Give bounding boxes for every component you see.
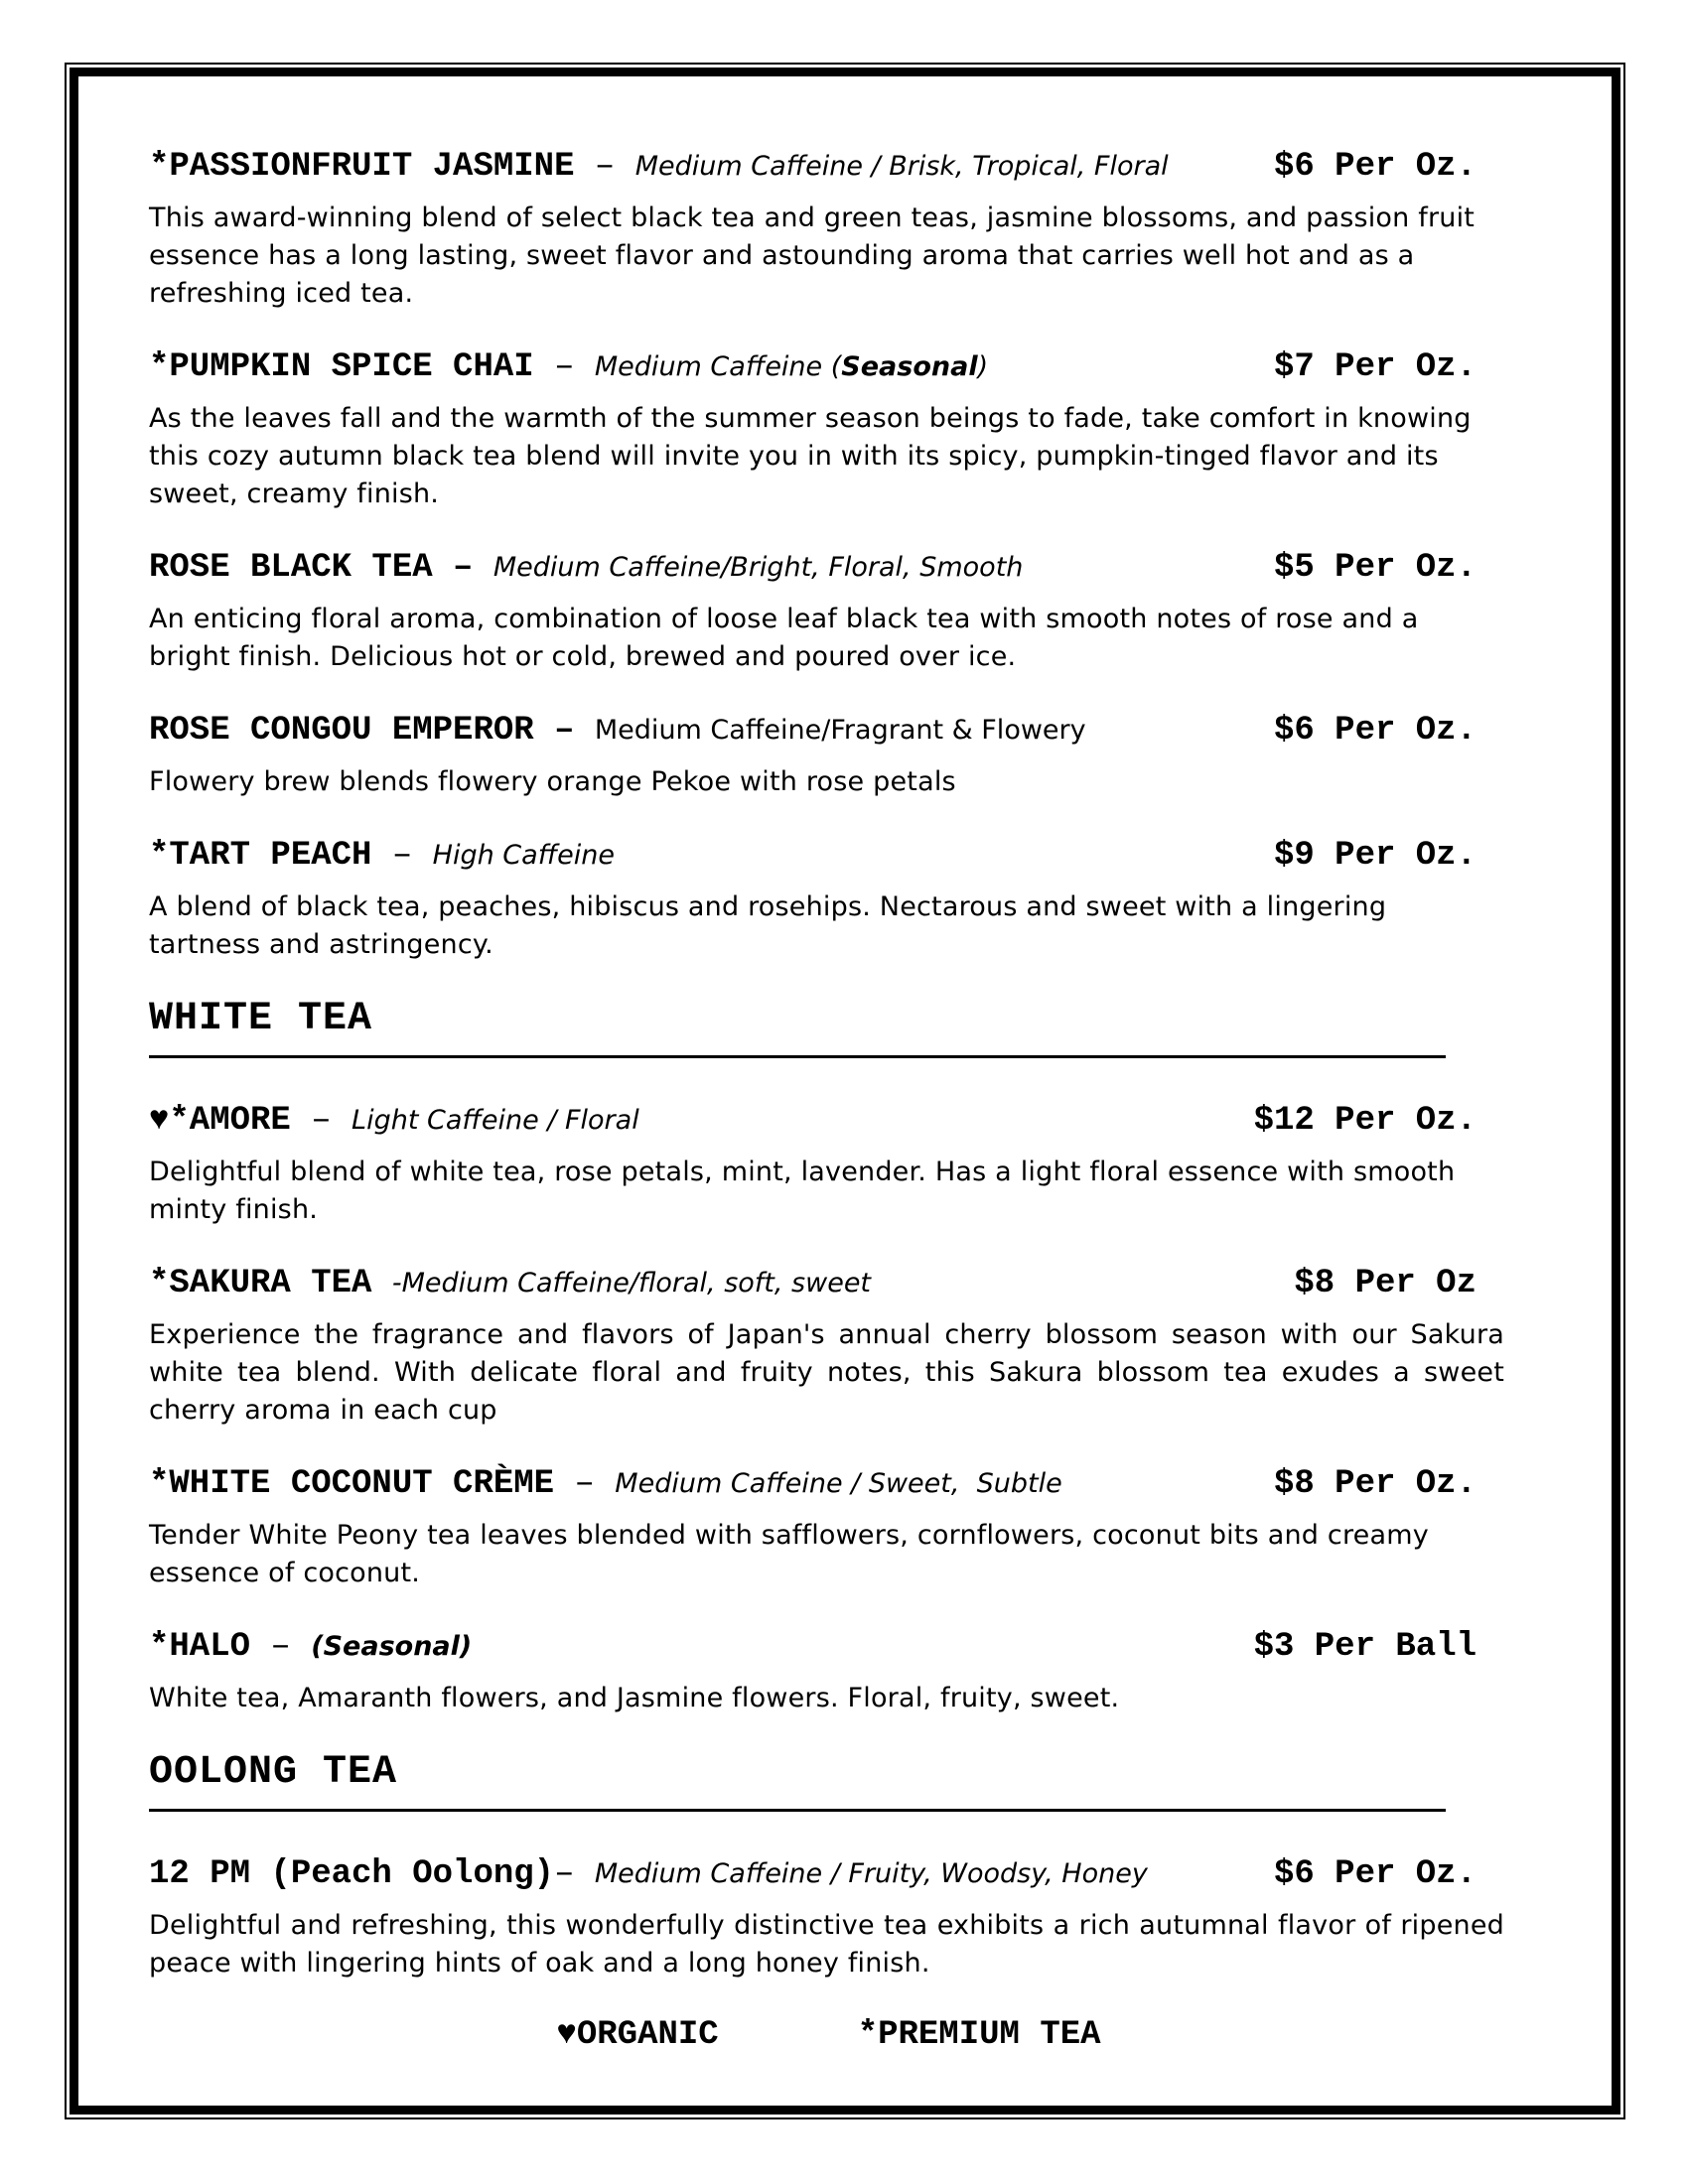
item-dash: – <box>533 348 595 386</box>
item-name: *PASSIONFRUIT JASMINE <box>149 148 575 186</box>
item-heading-row <box>149 710 1508 755</box>
item-name: ROSE CONGOU EMPEROR – <box>149 712 575 750</box>
item-dash <box>371 1265 391 1302</box>
item-description: This award-winning blend of select black tea and green teas, jasmine blossoms, and passion fruit essence has a long lasting, sweet flavor and astounding aroma that carries well hot and as a refreshing iced tea. <box>149 203 1476 309</box>
item-descriptor: Seasonal <box>841 351 978 382</box>
item-description: Experience the fragrance and flavors of Japan's annual cherry blossom season with our Sakura white tea blend. With delicate floral and fruity notes, this Sakura blossom tea exudes a sweet cherry aroma in each cup <box>149 1319 1504 1426</box>
item-descriptor: Medium Caffeine / Brisk, Tropical, Floral <box>634 151 1169 182</box>
item-heading-row <box>149 1853 1508 1899</box>
item-price: $5 Per Oz. <box>1273 549 1477 587</box>
item-heading-left <box>149 146 1274 192</box>
item-heading-row <box>149 146 1508 192</box>
menu-section-oolong-tea <box>149 1751 1508 1982</box>
page-border-outer <box>65 63 1625 2119</box>
item-price: $9 Per Oz. <box>1273 837 1477 875</box>
item-heading-row <box>149 1463 1508 1509</box>
item-dash: – <box>554 1855 595 1893</box>
item-price: $7 Per Oz. <box>1273 348 1477 386</box>
menu-item <box>149 710 1508 801</box>
item-price: $6 Per Oz. <box>1273 712 1477 750</box>
menu-item <box>149 1100 1508 1229</box>
item-dash: – <box>250 1628 312 1666</box>
item-price: $8 Per Oz. <box>1273 1465 1477 1503</box>
item-description: White tea, Amaranth flowers, and Jasmine flowers. Floral, fruity, sweet. <box>149 1683 1120 1713</box>
item-heading-row <box>149 1626 1508 1672</box>
item-heading-row <box>149 1100 1508 1146</box>
item-name: ROSE BLACK TEA – <box>149 549 474 587</box>
legend-footer <box>149 2016 1508 2054</box>
item-price: $12 Per Oz. <box>1253 1102 1477 1140</box>
item-descriptor: (Seasonal) <box>311 1631 473 1662</box>
item-heading-row <box>149 835 1508 881</box>
item-heading-left <box>149 547 1274 593</box>
item-descriptor: High Caffeine <box>432 840 616 871</box>
menu-section-white-tea <box>149 998 1508 1717</box>
item-description: Flowery brew blends flowery orange Pekoe with rose petals <box>149 766 956 797</box>
menu-section-top <box>149 146 1508 964</box>
item-dash: – <box>554 1465 616 1503</box>
item-dash: – <box>574 148 635 186</box>
item-description: Delightful blend of white tea, rose petals, mint, lavender. Has a light floral essence with smooth minty finish. <box>149 1157 1456 1225</box>
item-price: $6 Per Oz. <box>1273 1855 1477 1893</box>
item-description: Tender White Peony tea leaves blended with safflowers, cornflowers, coconut bits and creamy essence of coconut. <box>149 1520 1429 1588</box>
item-descriptor: Medium Caffeine/Fragrant & Flowery <box>594 715 1086 746</box>
item-heading-left <box>149 1463 1274 1509</box>
legend-organic: ♥ORGANIC <box>556 2016 719 2054</box>
menu-item <box>149 835 1508 964</box>
legend-premium-tea: *PREMIUM TEA <box>857 2016 1101 2054</box>
menu-item <box>149 547 1508 676</box>
item-dash: – <box>371 837 433 875</box>
item-heading-row <box>149 346 1508 392</box>
menu-item <box>149 1263 1508 1430</box>
item-name: *TART PEACH <box>149 837 372 875</box>
item-descriptor: Medium Caffeine ( <box>594 351 842 382</box>
item-heading-left <box>149 710 1274 755</box>
item-descriptor: Medium Caffeine / Sweet, Subtle <box>615 1468 1062 1499</box>
item-descriptor: Medium Caffeine / Fruity, Woodsy, Honey <box>594 1858 1148 1889</box>
item-name: *WHITE COCONUT CRÈME <box>149 1465 555 1503</box>
item-name: *PUMPKIN SPICE CHAI <box>149 348 534 386</box>
item-descriptor: ) <box>977 351 989 382</box>
item-heading-left <box>149 1626 1254 1672</box>
item-heading-left <box>149 1263 1294 1308</box>
item-name: ♥*AMORE <box>149 1102 291 1140</box>
menu-item <box>149 146 1508 313</box>
item-dash: – <box>290 1102 352 1140</box>
item-dash <box>473 549 492 587</box>
item-heading-row <box>149 547 1508 593</box>
item-heading-row <box>149 1263 1508 1308</box>
item-description: As the leaves fall and the warmth of the summer season beings to fade, take comfort in knowing this cozy autumn black tea blend will invite you in with its spicy, pumpkin-tinged flavor and its sweet, creamy finish. <box>149 403 1472 509</box>
menu-content <box>149 146 1508 1982</box>
menu-item <box>149 1626 1508 1717</box>
item-heading-left <box>149 1853 1274 1899</box>
menu-item <box>149 1463 1508 1592</box>
menu-item <box>149 346 1508 513</box>
item-dash <box>574 712 594 750</box>
section-heading: WHITE TEA <box>149 998 1446 1058</box>
item-descriptor: -Medium Caffeine/floral, soft, sweet <box>391 1268 872 1298</box>
item-descriptor: Medium Caffeine/Bright, Floral, Smooth <box>492 552 1024 583</box>
menu-item <box>149 1853 1508 1982</box>
item-heading-left <box>149 1100 1254 1146</box>
item-description: A blend of black tea, peaches, hibiscus and rosehips. Nectarous and sweet with a lingering tartness and astringency. <box>149 891 1387 960</box>
item-price: $3 Per Ball <box>1253 1628 1477 1666</box>
item-name: 12 PM (Peach Oolong) <box>149 1855 555 1893</box>
item-heading-left <box>149 346 1274 392</box>
section-heading: OOLONG TEA <box>149 1751 1446 1812</box>
item-name: *HALO <box>149 1628 251 1666</box>
item-description: An enticing floral aroma, combination of loose leaf black tea with smooth notes of rose and a bright finish. Delicious hot or cold, brewed and poured over ice. <box>149 604 1419 672</box>
item-name: *SAKURA TEA <box>149 1265 372 1302</box>
page-border-inner <box>70 68 1620 2115</box>
item-heading-left <box>149 835 1274 881</box>
item-price: $8 Per Oz <box>1294 1265 1477 1302</box>
item-description: Delightful and refreshing, this wonderfully distinctive tea exhibits a rich autumnal flavor of ripened peace with lingering hints of oak and a long honey finish. <box>149 1910 1504 1979</box>
item-price: $6 Per Oz. <box>1273 148 1477 186</box>
item-descriptor: Light Caffeine / Floral <box>352 1105 639 1136</box>
